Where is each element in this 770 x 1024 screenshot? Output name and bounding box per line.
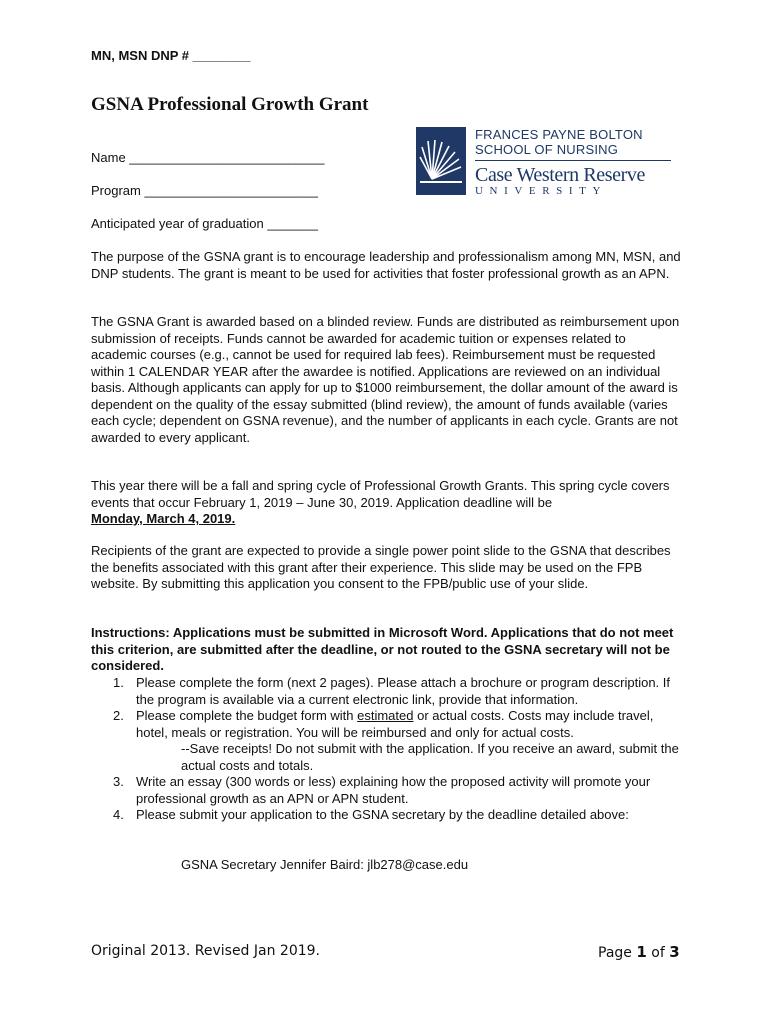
page-word: Page xyxy=(598,945,632,961)
program-field[interactable]: Program ________________________ xyxy=(91,183,318,198)
list-item xyxy=(91,708,683,774)
list-text: Write an essay (300 words or less) explaining how the proposed activity will promote your professional growth as an APN or APN student. xyxy=(136,774,651,806)
list-text: Please complete the form (next 2 pages). Please attach a brochure or program description. If the program is available via a current electronic link, provide that information. xyxy=(136,675,670,707)
slide-paragraph xyxy=(91,543,683,593)
sunburst-logo-icon xyxy=(416,127,466,195)
estimated-emphasis: estimated xyxy=(357,708,414,723)
total-pages: 3 xyxy=(669,943,680,961)
list-item xyxy=(91,774,683,807)
deadline-date: Monday, March 4, 2019. xyxy=(91,511,236,526)
of-word: of xyxy=(651,945,665,961)
instructions-list xyxy=(91,675,683,824)
list-text: Please complete the budget form with xyxy=(136,708,358,723)
graduation-year-field[interactable]: Anticipated year of graduation _______ xyxy=(91,216,318,231)
list-number: 1. xyxy=(113,675,124,690)
list-number: 2. xyxy=(113,708,124,723)
name-field[interactable]: Name ___________________________ xyxy=(91,150,325,165)
cycle-text: This year there will be a fall and spring cycle of Professional Growth Grants. This spring cycle covers events that occur February 1, 2019 – June 30, 2019. Application deadline will be xyxy=(91,478,670,510)
logo-university-name: Case Western Reserve xyxy=(475,164,645,186)
purpose-paragraph xyxy=(91,249,683,282)
school-logo xyxy=(416,127,674,197)
secretary-contact: GSNA Secretary Jennifer Baird: jlb278@case.edu xyxy=(181,857,469,872)
review-paragraph xyxy=(91,314,683,446)
page-number xyxy=(598,943,680,961)
list-item xyxy=(91,675,683,708)
footer-revision: Original 2013. Revised Jan 2019. xyxy=(91,943,321,959)
slide-text: Recipients of the grant are expected to provide a single power point slide to the GSNA that describes the benefits associated with this grant after their experience. This slide may be used on the FPB website. By submitting this application you consent to the FPB/public use of your slide. xyxy=(91,543,671,591)
logo-school-name xyxy=(475,127,643,157)
review-text: The GSNA Grant is awarded based on a blinded review. Funds are distributed as reimbursement upon submission of receipts. Funds cannot be awarded for academic tuition or expenses related to academic courses (e.g., cannot be used for required lab fees). Reimbursement must be requested within 1 CALENDAR YEAR after the awardee is notified. Applications are reviewed on an individual basis. Although applicants can apply for up to $1000 reimbursement, the dollar amount of the award is dependent on the quality of the essay submitted (blind review), the amount of funds available (varies each cycle; dependent on GSNA revenue), and the number of applicants in each cycle. Grants are not awarded to every applicant. xyxy=(91,314,680,445)
instructions-heading: Instructions: Applications must be submitted in Microsoft Word. Applications that do not meet this criterion, are submitted after the deadline, or not routed to the GSNA secretary will not be considered. xyxy=(91,625,674,673)
list-number: 4. xyxy=(113,807,124,822)
current-page: 1 xyxy=(636,943,647,961)
logo-university-word: UNIVERSITY xyxy=(475,185,607,197)
logo-divider xyxy=(475,160,671,161)
page-title: GSNA Professional Growth Grant xyxy=(91,94,369,115)
purpose-text: The purpose of the GSNA grant is to encourage leadership and professionalism among MN, MSN, and DNP students. The grant is meant to be used for activities that foster professional growth as an APN. xyxy=(91,249,681,281)
list-number: 3. xyxy=(113,774,124,789)
logo-line-1: FRANCES PAYNE BOLTON xyxy=(475,127,643,142)
logo-line-2: SCHOOL OF NURSING xyxy=(475,142,619,157)
list-item xyxy=(91,807,683,824)
list-text-cont: or actual costs. Costs may include travel, hotel, meals or registration. You will be reimbursed and only for actual costs. xyxy=(136,708,654,740)
list-text: Please submit your application to the GSNA secretary by the deadline detailed above: xyxy=(136,807,629,822)
receipts-note: --Save receipts! Do not submit with the application. If you receive an award, submit the actual costs and totals. xyxy=(181,741,679,773)
cycle-paragraph xyxy=(91,478,683,528)
program-id-line: MN, MSN DNP # ________ xyxy=(91,48,251,63)
